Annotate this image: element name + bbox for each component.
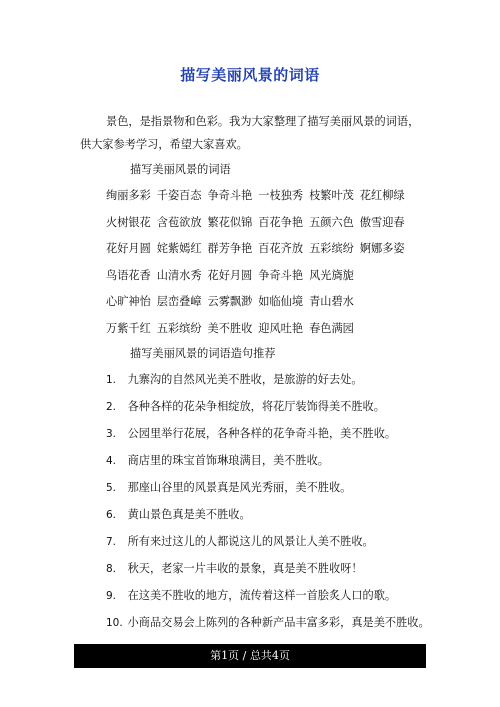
- word-item: 花好月圆: [207, 268, 253, 282]
- sentence-item: [106, 478, 430, 505]
- word-item: 花好月圆: [106, 242, 151, 255]
- word-item: 争奇斗艳: [258, 268, 304, 282]
- page-number-label: 第1页 / 总共4页: [210, 649, 290, 662]
- word-item: 绚丽多彩: [106, 189, 151, 202]
- sentence-text: 所有来过这儿的人都说这儿的风景让人美不胜收。: [127, 535, 374, 548]
- word-row: [106, 266, 411, 293]
- sentence-item: [106, 370, 430, 397]
- sentence-item: [106, 451, 430, 478]
- word-item: 心旷神怡: [106, 295, 151, 308]
- word-item: 万紫千红: [106, 321, 151, 335]
- word-item: 繁花似锦: [207, 215, 253, 229]
- sentence-item: [106, 424, 430, 451]
- sentence-text: 黄山景色真是美不胜收。: [127, 508, 251, 521]
- word-item: 婀娜多姿: [359, 242, 405, 255]
- sentence-item: [106, 613, 430, 640]
- word-item: 争奇斗艳: [207, 189, 253, 202]
- sentence-number: 2.: [106, 401, 117, 413]
- sentence-item: [106, 532, 430, 559]
- word-item: 山清水秀: [156, 268, 202, 282]
- sentence-number: 8.: [106, 563, 117, 575]
- word-item: 五彩缤纷: [156, 321, 202, 335]
- word-row: [106, 186, 411, 213]
- sentence-item: [106, 586, 430, 613]
- word-row: [106, 239, 411, 266]
- word-item: 百花争艳: [258, 215, 304, 229]
- word-row: [106, 319, 411, 346]
- intro-paragraph-line-2: 供大家参考学习，希望大家喜欢。: [80, 138, 248, 151]
- word-item: 云雾飘渺: [207, 295, 253, 308]
- sentence-number: 6.: [106, 509, 117, 521]
- sentence-text: 在这美不胜收的地方，流传着这样一首脍炙人口的歌。: [127, 589, 397, 602]
- word-item: 千姿百态: [156, 189, 202, 202]
- sentence-text: 九寨沟的自然风光美不胜收，是旅游的好去处。: [127, 373, 363, 386]
- sentence-number: 5.: [106, 482, 117, 494]
- word-item: 鸟语花香: [106, 268, 151, 282]
- sentences-section-heading: 描写美丽风景的词语造句推荐: [130, 347, 276, 360]
- sentence-number: 1.: [106, 374, 117, 386]
- word-list: [106, 186, 411, 345]
- word-item: 美不胜收: [207, 321, 253, 335]
- word-item: 火树银花: [106, 215, 151, 229]
- word-item: 花红柳绿: [359, 189, 405, 202]
- word-item: 如临仙境: [258, 295, 304, 308]
- words-section-heading: 描写美丽风景的词语: [130, 163, 231, 176]
- sentence-number: 4.: [106, 455, 117, 467]
- word-row: [106, 292, 411, 319]
- word-item: 迎风吐艳: [258, 321, 304, 335]
- sentence-text: 秋天，老家一片丰收的景象，真是美不胜收呀！: [127, 562, 363, 575]
- word-item: 含苞欲放: [156, 215, 202, 229]
- sentence-number: 10.: [106, 617, 123, 629]
- sentence-item: [106, 505, 430, 532]
- word-item: 傲雪迎春: [359, 215, 405, 229]
- word-item: 群芳争艳: [207, 242, 253, 255]
- sentence-list: [106, 370, 430, 640]
- word-row: [106, 213, 411, 240]
- sentence-number: 7.: [106, 536, 117, 548]
- word-item: 百花齐放: [258, 242, 304, 255]
- word-item: 五颜六色: [309, 215, 354, 229]
- sentence-text: 商店里的珠宝首饰琳琅满目，美不胜收。: [127, 454, 329, 467]
- sentence-item: [106, 559, 430, 586]
- sentence-text: 各种各样的花朵争相绽放，将花厅装饰得美不胜收。: [127, 400, 385, 413]
- sentence-text: 那座山谷里的风景真是风光秀丽，美不胜收。: [127, 481, 352, 494]
- word-item: 一枝独秀: [258, 189, 304, 202]
- sentence-item: [106, 397, 430, 424]
- sentence-text: 小商品交易会上陈列的各种新产品丰富多彩，真是美不胜收。: [127, 616, 430, 629]
- word-item: 姹紫嫣红: [156, 242, 202, 255]
- word-item: 青山碧水: [309, 295, 354, 308]
- page-footer: [74, 644, 426, 668]
- word-item: 五彩缤纷: [309, 242, 354, 255]
- sentence-text: 公园里举行花展，各种各样的花争奇斗艳，美不胜收。: [127, 427, 397, 440]
- document-title: 描写美丽风景的词语: [180, 66, 320, 84]
- word-item: 春色满园: [309, 321, 354, 335]
- sentence-number: 3.: [106, 428, 117, 440]
- word-item: 风光旖旎: [309, 268, 354, 282]
- sentence-number: 9.: [106, 590, 117, 602]
- word-item: 枝繁叶茂: [309, 189, 354, 202]
- intro-paragraph-line-1: 景色，是指景物和色彩。我为大家整理了描写美丽风景的词语，: [106, 115, 420, 128]
- word-item: 层峦叠嶂: [156, 295, 202, 308]
